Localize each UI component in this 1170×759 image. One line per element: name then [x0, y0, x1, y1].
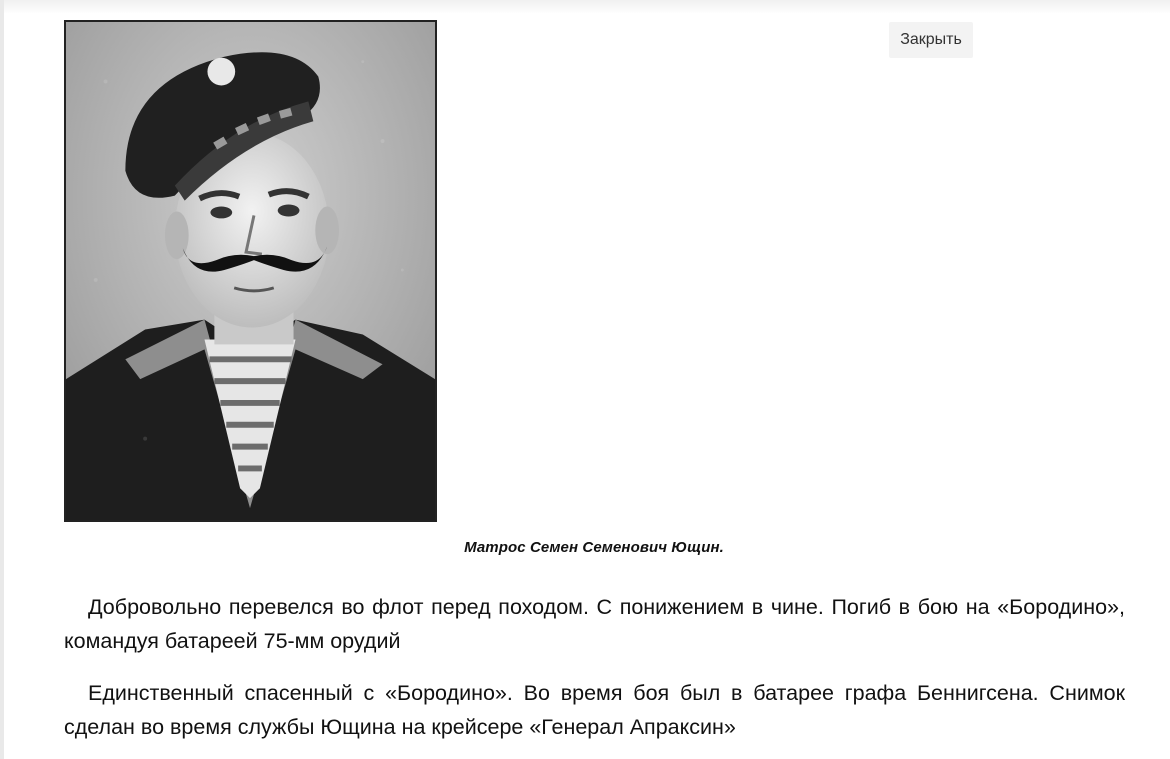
paragraph-2: Единственный спасенный с «Бородино». Во время боя был в батарее графа Беннигсена. Снимок сделан во время службы Ющина на крейсере «Генерал Апраксин» [64, 681, 1125, 739]
portrait-illustration [66, 22, 435, 520]
portrait-photo [64, 20, 437, 522]
top-shade [4, 0, 1170, 14]
close-button[interactable]: Закрыть [889, 22, 973, 58]
paragraph-1: Добровольно перевелся во флот перед походом. С понижением в чине. Погиб в бою на «Бородино», командуя батареей 75-мм орудий [64, 595, 1125, 653]
photo-caption: Матрос Семен Семенович Ющин. [464, 539, 724, 556]
